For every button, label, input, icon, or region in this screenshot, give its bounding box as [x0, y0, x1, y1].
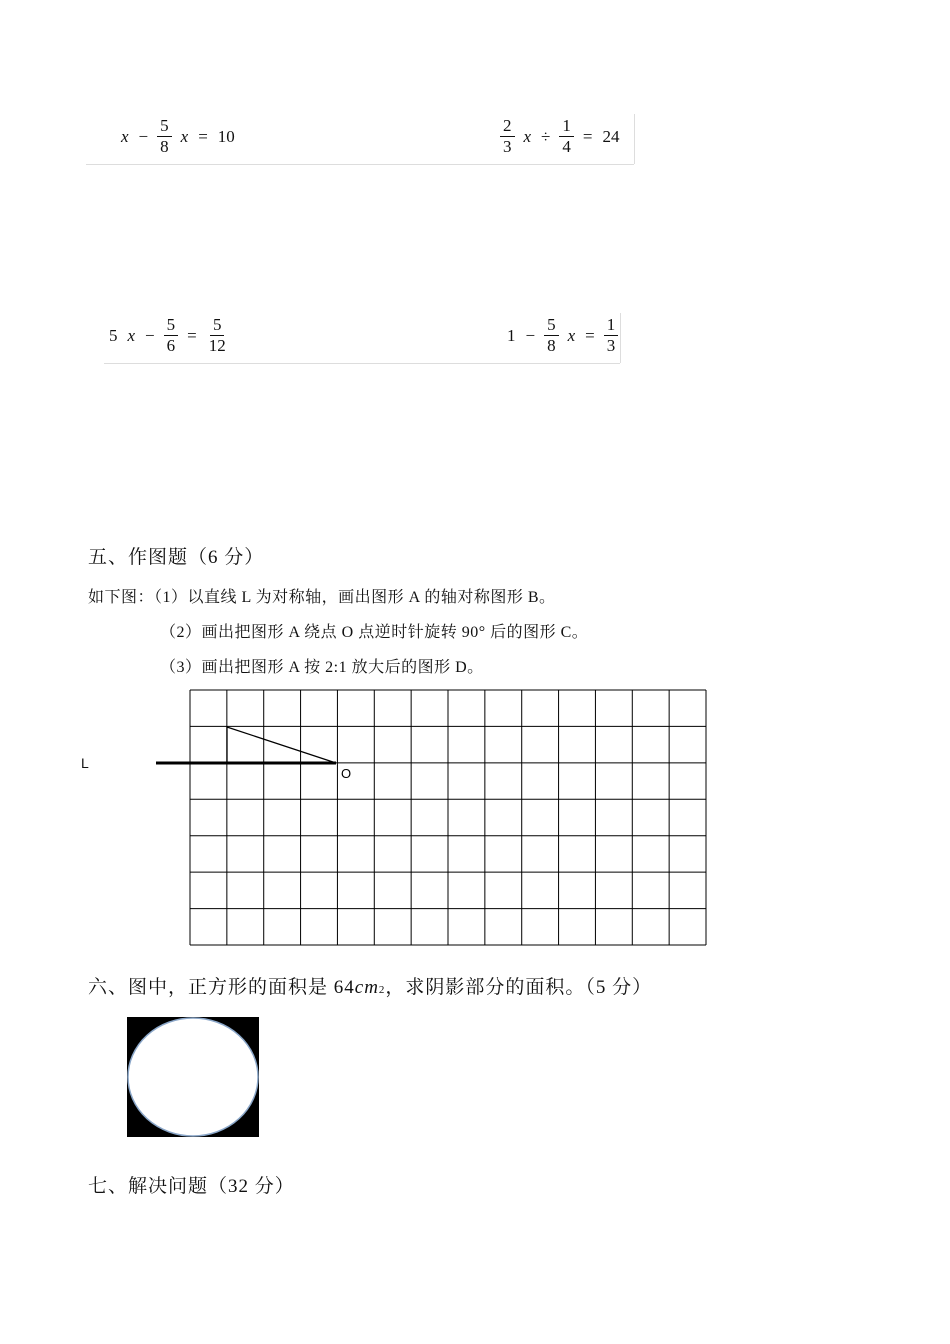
eq3-numerator-1: 5	[164, 315, 179, 336]
eq2-fraction-1	[500, 116, 515, 157]
section-6-title	[88, 972, 652, 999]
eq1-rhs: 10	[217, 126, 235, 146]
eq2-numerator-1: 2	[500, 116, 515, 137]
eq2-numerator-2: 1	[559, 116, 574, 137]
eq4-minus: −	[525, 325, 536, 345]
eq1-fraction	[157, 116, 172, 157]
section-7-title: 七、解决问题（32 分）	[88, 1176, 295, 1197]
eq4-fraction-1	[544, 315, 559, 356]
eq4-equals: =	[585, 325, 595, 345]
eq3-equals: =	[187, 325, 197, 345]
equation-4	[502, 315, 622, 356]
eq4-var: x	[567, 325, 576, 345]
eq1-answer-line	[86, 164, 634, 165]
grid-lines	[190, 690, 706, 945]
eq2-divide: ÷	[541, 126, 551, 146]
eq2-var: x	[523, 126, 532, 146]
square-circle-figure	[127, 1017, 259, 1137]
figure-A-triangle	[227, 727, 336, 763]
eq1-var2: x	[180, 126, 189, 146]
eq2-denominator-2: 4	[562, 137, 571, 156]
section-5-title: 五、作图题（6 分）	[88, 547, 265, 568]
eq1-denominator: 8	[160, 137, 169, 156]
eq4-numerator-2: 1	[604, 315, 619, 336]
eq2-divider	[634, 114, 635, 164]
eq1-minus: −	[138, 126, 149, 146]
eq2-denominator-1: 3	[503, 137, 512, 156]
point-O-label: O	[341, 766, 352, 781]
eq4-denominator-2: 3	[606, 336, 616, 355]
eq1-numerator: 5	[157, 116, 172, 137]
eq1-var1: x	[121, 126, 129, 146]
eq3-minus: −	[145, 325, 155, 345]
eq3-answer-line	[104, 363, 620, 364]
eq2-equals: =	[582, 126, 593, 146]
eq3-coef: 5	[109, 325, 118, 345]
section-6-title-after: ，求阴影部分的面积。（5 分）	[385, 977, 653, 998]
eq4-denominator-1: 8	[547, 336, 556, 355]
eq3-var: x	[127, 325, 136, 345]
eq2-rhs: 24	[602, 126, 620, 146]
eq3-numerator-2: 5	[210, 315, 225, 336]
eq4-fraction-2	[604, 315, 619, 356]
equation-1	[116, 116, 240, 157]
axis-label-L: L	[81, 755, 89, 771]
eq3-fraction-2	[206, 315, 229, 356]
equation-3	[104, 315, 233, 356]
eq3-denominator-2: 12	[208, 336, 226, 355]
section-6-title-before: 六、图中，正方形的面积是 64	[88, 977, 355, 998]
area-unit-exponent: 2	[378, 984, 386, 996]
section-5-instruction-1: 如下图：（1）以直线 L 为对称轴，画出图形 A 的轴对称图形 B。	[88, 589, 556, 606]
equation-2	[496, 116, 624, 157]
eq3-fraction-1	[164, 315, 179, 356]
inscribed-circle	[128, 1018, 258, 1136]
drawing-grid	[150, 685, 710, 950]
eq2-fraction-2	[559, 116, 574, 157]
eq4-divider	[620, 313, 621, 363]
eq1-equals: =	[198, 126, 208, 146]
eq4-numerator-1: 5	[544, 315, 559, 336]
eq4-one: 1	[507, 325, 516, 345]
eq3-denominator-1: 6	[166, 336, 176, 355]
area-unit-text: cm	[354, 977, 379, 998]
area-unit	[355, 977, 386, 998]
section-5-instruction-3: （3）画出把图形 A 按 2:1 放大后的图形 D。	[160, 659, 484, 676]
section-5-instruction-2: （2）画出把图形 A 绕点 O 点逆时针旋转 90° 后的图形 C。	[160, 624, 589, 641]
